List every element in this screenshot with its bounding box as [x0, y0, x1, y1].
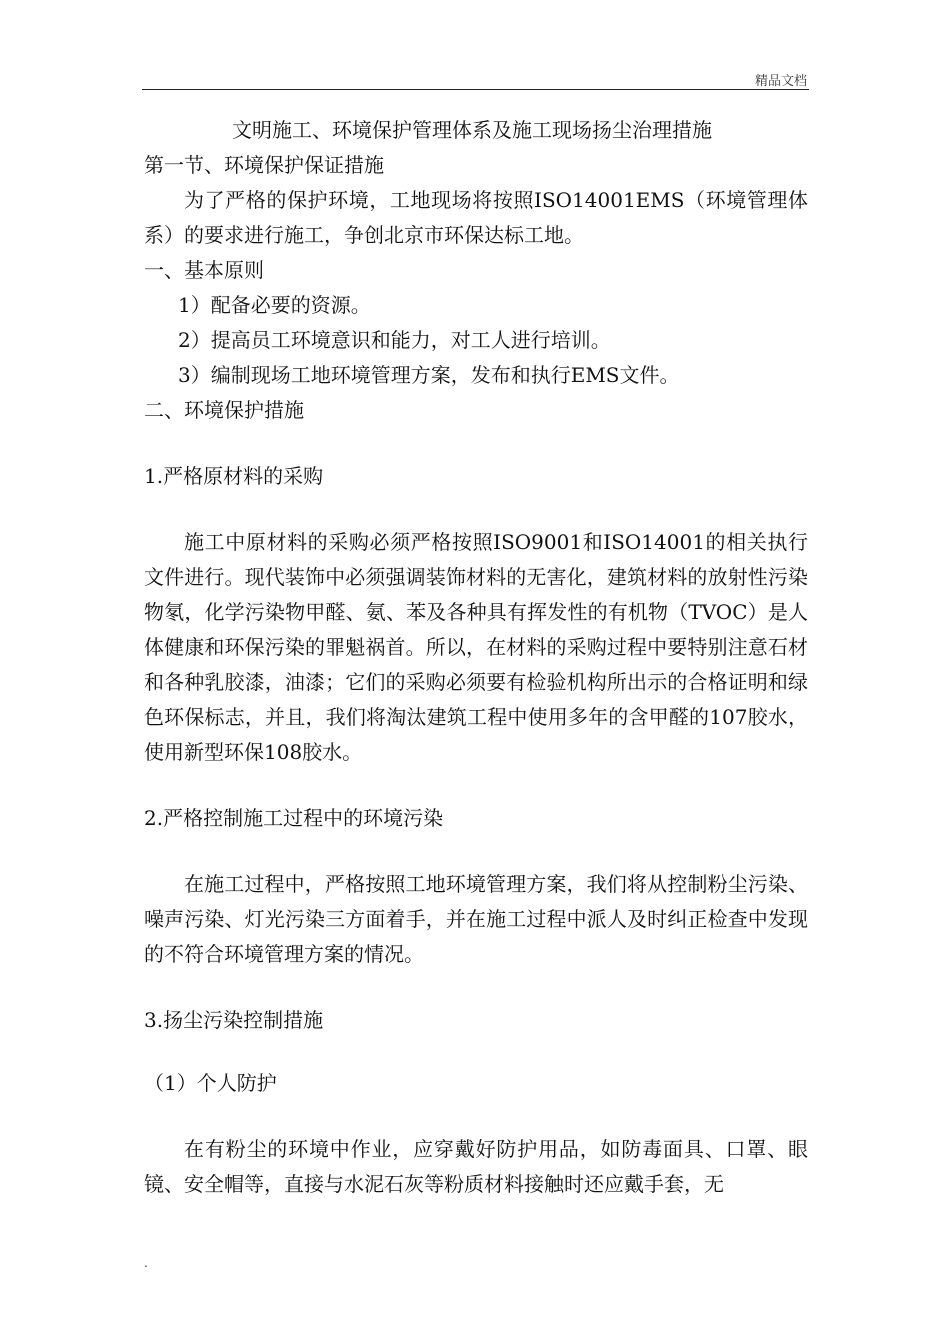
measures-heading: 二、环境保护措施: [144, 398, 304, 422]
intro-paragraph: 为了严格的保护环境，工地现场将按照ISO14001EMS（环境管理体系）的要求进行施工，争创北京市环保达标工地。: [144, 188, 808, 247]
subsection-3-heading: 3.扬尘污染控制措施: [144, 1008, 324, 1032]
document-title: 文明施工、环境保护管理体系及施工现场扬尘治理措施: [232, 118, 712, 142]
section-heading: 第一节、环境保护保证措施: [144, 153, 384, 177]
subsection-3-item-heading: （1）个人防护: [144, 1071, 277, 1095]
subsection-2-heading: 2.严格控制施工过程中的环境污染: [144, 806, 444, 830]
principle-item-3: 3）编制现场工地环境管理方案，发布和执行EMS文件。: [178, 363, 680, 387]
subsection-3-item-body: 在有粉尘的环境中作业，应穿戴好防护用品，如防毒面具、口罩、眼镜、安全帽等，直接与水泥石灰等粉质材料接触时还应戴手套，无: [144, 1137, 808, 1196]
header-label: 精品文档: [754, 74, 807, 89]
subsection-1-heading: 1.严格原材料的采购: [144, 464, 324, 488]
header-divider: [142, 89, 809, 90]
footer-mark: .: [144, 1256, 148, 1270]
document-body: [144, 113, 808, 1202]
principle-item-1: 1）配备必要的资源。: [178, 293, 371, 317]
subsection-1-body: 施工中原材料的采购必须严格按照ISO9001和ISO14001的相关执行文件进行。现代装饰中必须强调装饰材料的无害化，建筑材料的放射性污染物氡，化学污染物甲醛、氨、苯及各种具有挥发性的有机物（TVOC）是人体健康和环保污染的罪魁祸首。所以，在材料的采购过程中要特别注意石材和各种乳胶漆，油漆；它们的采购必须要有检验机构所出示的合格证明和绿色环保标志，并且，我们将淘汰建筑工程中使用多年的含甲醛的107胶水，使用新型环保108胶水。: [144, 530, 808, 764]
principles-heading: 一、基本原则: [144, 258, 264, 282]
subsection-2-body: 在施工过程中，严格按照工地环境管理方案，我们将从控制粉尘污染、噪声污染、灯光污染三方面着手，并在施工过程中派人及时纠正检查中发现的不符合环境管理方案的情况。: [144, 872, 808, 966]
principle-item-2: 2）提高员工环境意识和能力，对工人进行培训。: [178, 328, 611, 352]
